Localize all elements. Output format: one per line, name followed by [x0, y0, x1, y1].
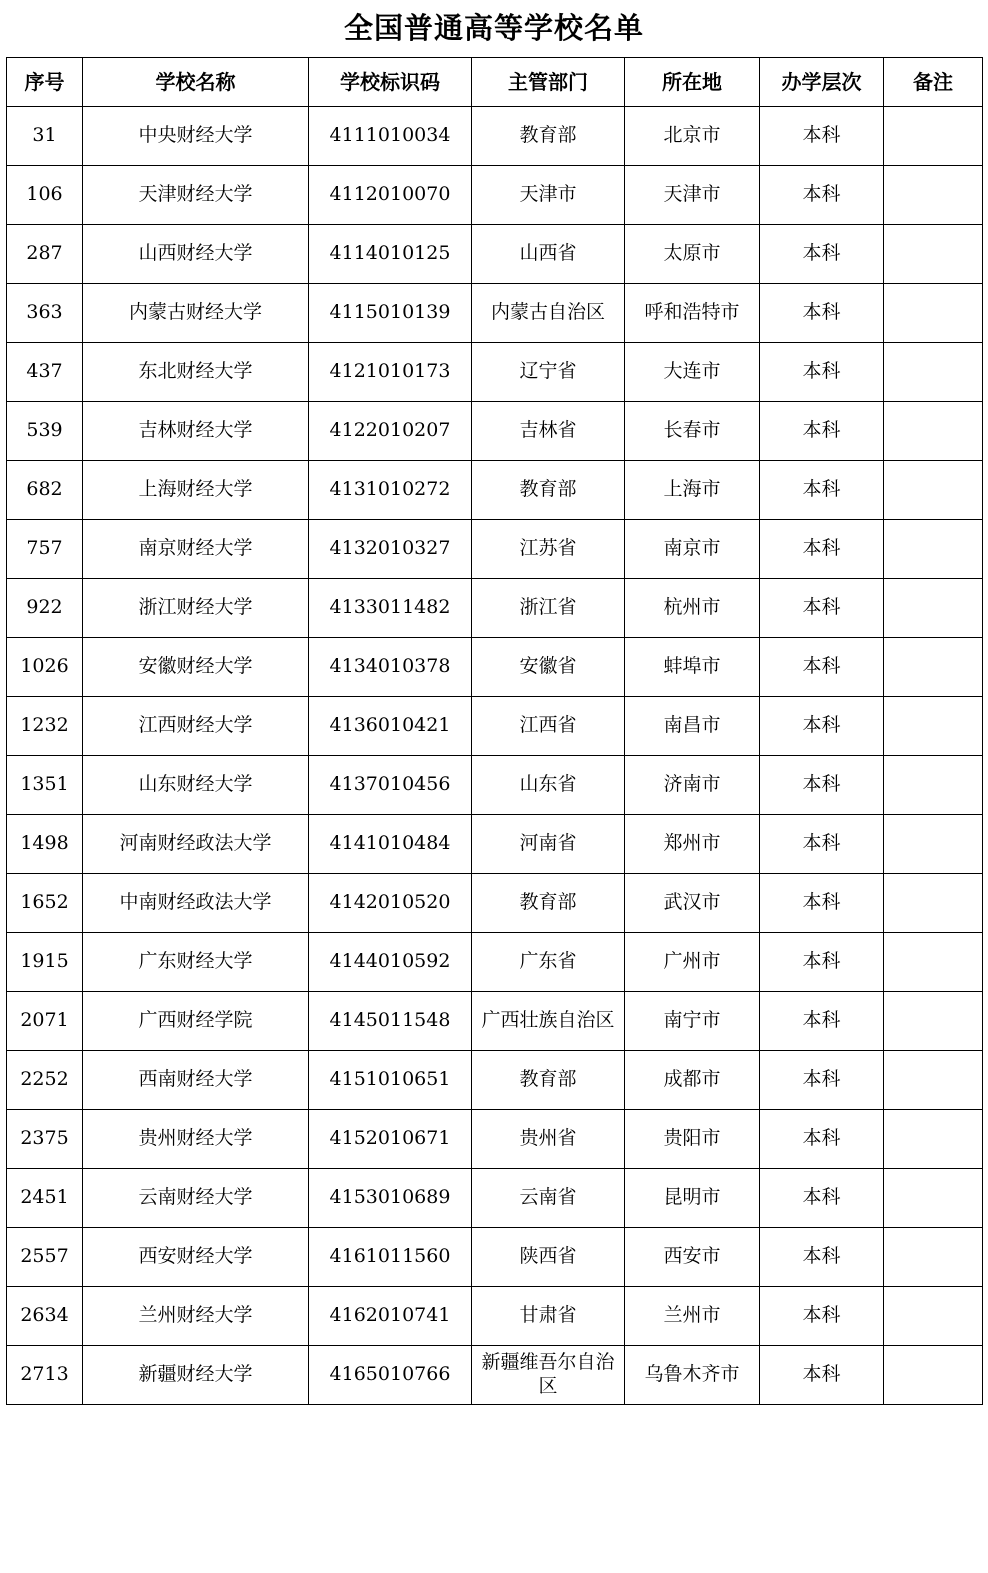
cell-school-name: 云南财经大学 [83, 1169, 309, 1228]
cell-department: 甘肃省 [472, 1287, 625, 1346]
cell-department: 云南省 [472, 1169, 625, 1228]
cell-school-code: 4132010327 [309, 520, 472, 579]
cell-school-code: 4136010421 [309, 697, 472, 756]
cell-school-code: 4133011482 [309, 579, 472, 638]
cell-school-name: 山西财经大学 [83, 225, 309, 284]
cell-index: 2451 [7, 1169, 83, 1228]
cell-level: 本科 [760, 579, 884, 638]
cell-location: 成都市 [625, 1051, 760, 1110]
column-header-department: 主管部门 [472, 58, 625, 107]
cell-school-name: 西安财经大学 [83, 1228, 309, 1287]
cell-school-name: 广西财经学院 [83, 992, 309, 1051]
cell-department: 江西省 [472, 697, 625, 756]
cell-remark [884, 638, 983, 697]
cell-level: 本科 [760, 1346, 884, 1405]
cell-level: 本科 [760, 284, 884, 343]
cell-index: 1026 [7, 638, 83, 697]
table-row [7, 933, 983, 992]
cell-location: 乌鲁木齐市 [625, 1346, 760, 1405]
cell-level: 本科 [760, 874, 884, 933]
cell-school-name: 兰州财经大学 [83, 1287, 309, 1346]
cell-index: 922 [7, 579, 83, 638]
cell-level: 本科 [760, 343, 884, 402]
cell-index: 757 [7, 520, 83, 579]
cell-remark [884, 1228, 983, 1287]
cell-remark [884, 697, 983, 756]
cell-school-code: 4115010139 [309, 284, 472, 343]
cell-location: 兰州市 [625, 1287, 760, 1346]
cell-location: 济南市 [625, 756, 760, 815]
column-header-index: 序号 [7, 58, 83, 107]
cell-index: 31 [7, 107, 83, 166]
cell-location: 武汉市 [625, 874, 760, 933]
cell-location: 杭州市 [625, 579, 760, 638]
cell-remark [884, 815, 983, 874]
cell-remark [884, 579, 983, 638]
cell-remark [884, 1051, 983, 1110]
cell-remark [884, 461, 983, 520]
cell-school-name: 贵州财经大学 [83, 1110, 309, 1169]
cell-school-name: 中央财经大学 [83, 107, 309, 166]
cell-school-code: 4137010456 [309, 756, 472, 815]
cell-remark [884, 520, 983, 579]
cell-department: 教育部 [472, 461, 625, 520]
table-row [7, 638, 983, 697]
cell-location: 北京市 [625, 107, 760, 166]
cell-school-code: 4112010070 [309, 166, 472, 225]
cell-department: 内蒙古自治区 [472, 284, 625, 343]
cell-school-name: 河南财经政法大学 [83, 815, 309, 874]
column-header-level: 办学层次 [760, 58, 884, 107]
cell-remark [884, 225, 983, 284]
table-row [7, 1169, 983, 1228]
column-header-location: 所在地 [625, 58, 760, 107]
cell-school-code: 4141010484 [309, 815, 472, 874]
cell-level: 本科 [760, 697, 884, 756]
cell-department: 天津市 [472, 166, 625, 225]
cell-remark [884, 992, 983, 1051]
school-list-table [6, 57, 983, 1405]
cell-location: 呼和浩特市 [625, 284, 760, 343]
cell-school-code: 4131010272 [309, 461, 472, 520]
cell-location: 广州市 [625, 933, 760, 992]
cell-school-code: 4122010207 [309, 402, 472, 461]
cell-school-name: 西南财经大学 [83, 1051, 309, 1110]
page-title: 全国普通高等学校名单 [343, 11, 644, 45]
cell-school-name: 上海财经大学 [83, 461, 309, 520]
cell-level: 本科 [760, 1228, 884, 1287]
cell-school-name: 吉林财经大学 [83, 402, 309, 461]
cell-location: 西安市 [625, 1228, 760, 1287]
cell-remark [884, 874, 983, 933]
cell-location: 贵阳市 [625, 1110, 760, 1169]
cell-school-name: 东北财经大学 [83, 343, 309, 402]
table-row [7, 1228, 983, 1287]
table-row [7, 225, 983, 284]
cell-level: 本科 [760, 1287, 884, 1346]
cell-school-code: 4144010592 [309, 933, 472, 992]
cell-remark [884, 1287, 983, 1346]
cell-remark [884, 1346, 983, 1405]
cell-location: 天津市 [625, 166, 760, 225]
column-header-school-name: 学校名称 [83, 58, 309, 107]
table-header [7, 58, 983, 107]
cell-remark [884, 1110, 983, 1169]
cell-level: 本科 [760, 638, 884, 697]
cell-index: 2375 [7, 1110, 83, 1169]
cell-school-code: 4145011548 [309, 992, 472, 1051]
column-header-remark: 备注 [884, 58, 983, 107]
cell-department: 吉林省 [472, 402, 625, 461]
cell-school-code: 4152010671 [309, 1110, 472, 1169]
cell-level: 本科 [760, 402, 884, 461]
cell-school-name: 安徽财经大学 [83, 638, 309, 697]
table-row [7, 402, 983, 461]
cell-location: 南宁市 [625, 992, 760, 1051]
cell-location: 南京市 [625, 520, 760, 579]
cell-department: 新疆维吾尔自治区 [472, 1346, 625, 1405]
cell-department: 广西壮族自治区 [472, 992, 625, 1051]
cell-school-code: 4111010034 [309, 107, 472, 166]
cell-index: 2252 [7, 1051, 83, 1110]
cell-school-name: 中南财经政法大学 [83, 874, 309, 933]
cell-department: 安徽省 [472, 638, 625, 697]
table-row [7, 520, 983, 579]
cell-location: 昆明市 [625, 1169, 760, 1228]
cell-school-code: 4165010766 [309, 1346, 472, 1405]
cell-school-code: 4162010741 [309, 1287, 472, 1346]
cell-school-code: 4161011560 [309, 1228, 472, 1287]
cell-level: 本科 [760, 933, 884, 992]
cell-remark [884, 756, 983, 815]
cell-school-name: 新疆财经大学 [83, 1346, 309, 1405]
column-header-school-code: 学校标识码 [309, 58, 472, 107]
cell-department: 教育部 [472, 107, 625, 166]
cell-remark [884, 343, 983, 402]
table-row [7, 107, 983, 166]
cell-index: 1915 [7, 933, 83, 992]
cell-school-code: 4151010651 [309, 1051, 472, 1110]
cell-index: 1498 [7, 815, 83, 874]
cell-index: 363 [7, 284, 83, 343]
table-row [7, 1051, 983, 1110]
cell-department: 陕西省 [472, 1228, 625, 1287]
cell-school-name: 广东财经大学 [83, 933, 309, 992]
cell-level: 本科 [760, 992, 884, 1051]
cell-department: 山东省 [472, 756, 625, 815]
cell-location: 郑州市 [625, 815, 760, 874]
table-body [7, 107, 983, 1405]
cell-index: 287 [7, 225, 83, 284]
table-header-row [7, 58, 983, 107]
cell-index: 1232 [7, 697, 83, 756]
cell-index: 1351 [7, 756, 83, 815]
table-row [7, 343, 983, 402]
cell-location: 大连市 [625, 343, 760, 402]
table-row [7, 461, 983, 520]
cell-department: 江苏省 [472, 520, 625, 579]
cell-school-code: 4153010689 [309, 1169, 472, 1228]
cell-department: 辽宁省 [472, 343, 625, 402]
cell-remark [884, 284, 983, 343]
table-row [7, 166, 983, 225]
cell-school-code: 4114010125 [309, 225, 472, 284]
cell-location: 蚌埠市 [625, 638, 760, 697]
cell-department: 山西省 [472, 225, 625, 284]
cell-index: 539 [7, 402, 83, 461]
cell-location: 长春市 [625, 402, 760, 461]
cell-level: 本科 [760, 166, 884, 225]
cell-school-name: 江西财经大学 [83, 697, 309, 756]
cell-index: 2071 [7, 992, 83, 1051]
cell-index: 437 [7, 343, 83, 402]
cell-level: 本科 [760, 1051, 884, 1110]
cell-location: 太原市 [625, 225, 760, 284]
cell-location: 南昌市 [625, 697, 760, 756]
table-row [7, 874, 983, 933]
cell-department: 教育部 [472, 874, 625, 933]
cell-school-name: 天津财经大学 [83, 166, 309, 225]
table-row [7, 992, 983, 1051]
cell-index: 2634 [7, 1287, 83, 1346]
table-row [7, 815, 983, 874]
table-row [7, 579, 983, 638]
cell-level: 本科 [760, 815, 884, 874]
cell-remark [884, 107, 983, 166]
table-row [7, 1287, 983, 1346]
cell-level: 本科 [760, 520, 884, 579]
cell-index: 2557 [7, 1228, 83, 1287]
table-row [7, 284, 983, 343]
cell-index: 1652 [7, 874, 83, 933]
cell-school-name: 内蒙古财经大学 [83, 284, 309, 343]
cell-index: 106 [7, 166, 83, 225]
cell-remark [884, 402, 983, 461]
cell-school-code: 4142010520 [309, 874, 472, 933]
cell-remark [884, 933, 983, 992]
cell-level: 本科 [760, 756, 884, 815]
cell-remark [884, 1169, 983, 1228]
cell-department: 贵州省 [472, 1110, 625, 1169]
cell-index: 2713 [7, 1346, 83, 1405]
cell-school-name: 山东财经大学 [83, 756, 309, 815]
cell-school-name: 浙江财经大学 [83, 579, 309, 638]
cell-department: 教育部 [472, 1051, 625, 1110]
cell-location: 上海市 [625, 461, 760, 520]
cell-remark [884, 166, 983, 225]
cell-level: 本科 [760, 461, 884, 520]
cell-level: 本科 [760, 1169, 884, 1228]
cell-level: 本科 [760, 225, 884, 284]
cell-school-code: 4121010173 [309, 343, 472, 402]
cell-level: 本科 [760, 1110, 884, 1169]
table-row [7, 1110, 983, 1169]
table-row [7, 756, 983, 815]
cell-index: 682 [7, 461, 83, 520]
cell-department: 广东省 [472, 933, 625, 992]
cell-department: 河南省 [472, 815, 625, 874]
cell-level: 本科 [760, 107, 884, 166]
cell-department: 浙江省 [472, 579, 625, 638]
table-row [7, 1346, 983, 1405]
cell-school-code: 4134010378 [309, 638, 472, 697]
cell-school-name: 南京财经大学 [83, 520, 309, 579]
table-row [7, 697, 983, 756]
